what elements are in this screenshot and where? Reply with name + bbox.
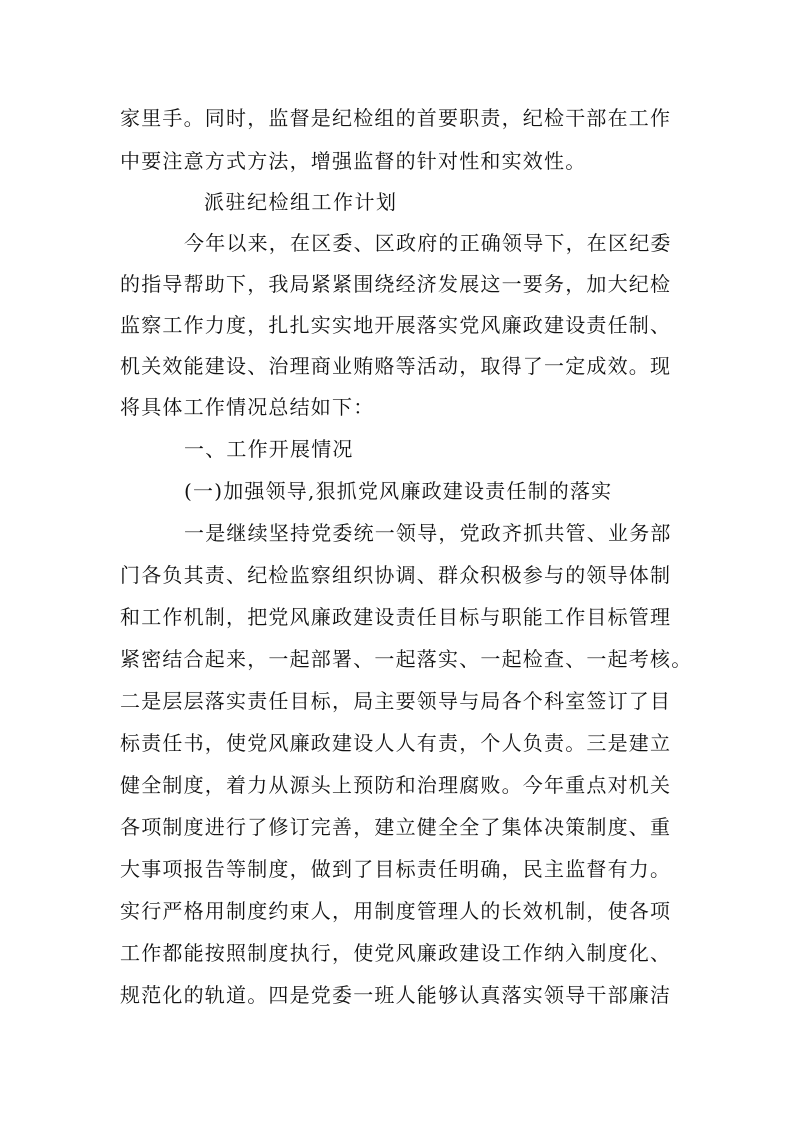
section-title: 派驻纪检组工作计划 [204,190,398,214]
paragraph-line: 工作都能按照制度执行，使党风廉政建设工作纳入制度化、 [120,941,672,965]
paragraph-line: 大事项报告等制度，做到了目标责任明确，民主监督有力。 [120,857,672,881]
paragraph-line: 一是继续坚持党委统一领导，党政齐抓共管、业务部 [184,521,672,545]
paragraph-line: 监察工作力度，扎扎实实地开展落实党风廉政建设责任制、 [120,313,672,337]
paragraph-line: 和工作机制，把党风廉政建设责任目标与职能工作目标管理 [120,605,672,629]
paragraph-line: 门各负其责、纪检监察组织协调、群众积极参与的领导体制 [120,563,672,587]
paragraph-line: 实行严格用制度约束人，用制度管理人的长效机制，使各项 [120,899,672,923]
paragraph-line: 各项制度进行了修订完善，建立健全全了集体决策制度、重 [120,815,672,839]
paragraph-line: 标责任书，使党风廉政建设人人有责，个人负责。三是建立 [120,731,672,755]
paragraph-line: 机关效能建设、治理商业贿赂等活动，取得了一定成效。现 [120,354,672,378]
paragraph-line: 健全制度，着力从源头上预防和治理腐败。今年重点对机关 [120,773,672,797]
heading-level-1: 一、工作开展情况 [184,437,354,461]
paragraph-line: 的指导帮助下，我局紧紧围绕经济发展这一要务，加大纪检 [120,272,672,296]
paragraph-line: 二是层层落实责任目标，局主要领导与局各个科室签订了目 [120,689,672,713]
paragraph-line: 规范化的轨道。四是党委一班人能够认真落实领导干部廉洁 [120,983,672,1007]
paragraph-line: 中要注意方式方法，增强监督的针对性和实效性。 [120,149,587,173]
paragraph-line: 家里手。同时，监督是纪检组的首要职责，纪检干部在工作 [120,106,672,130]
heading-level-2: (一)加强领导,狠抓党风廉政建设责任制的落实 [184,479,613,503]
paragraph-line: 紧密结合起来，一起部署、一起落实、一起检查、一起考核。 [120,647,693,671]
paragraph-line: 将具体工作情况总结如下： [120,395,375,419]
paragraph-line: 今年以来，在区委、区政府的正确领导下，在区纪委 [184,231,672,255]
